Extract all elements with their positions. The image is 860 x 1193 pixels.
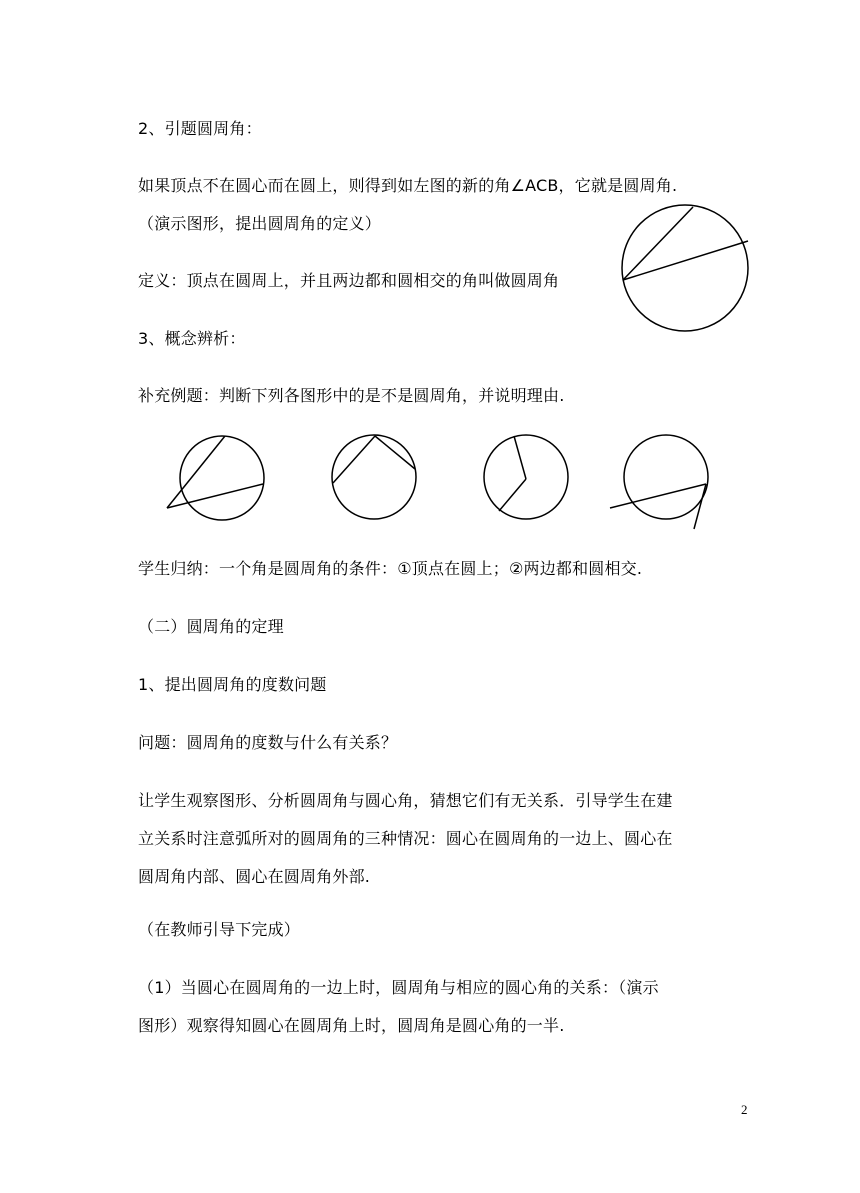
figure-1 xyxy=(167,436,264,520)
paragraph-line-2: 立关系时注意弧所对的圆周角的三种情况：圆心在圆周角的一边上、圆心在 xyxy=(138,829,673,848)
subsection-1-heading: 1、提出圆周角的度数问题 xyxy=(138,675,327,694)
paragraph-line-1: 让学生观察图形、分析圆周角与圆心角，猜想它们有无关系．引导学生在建 xyxy=(138,791,673,810)
paragraph-demo-note: （演示图形，提出圆周角的定义） xyxy=(138,214,382,233)
case-1-line-1: （1）当圆心在圆周角的一边上时，圆周角与相应的圆心角的关系：（演示 xyxy=(138,978,659,997)
section-3-heading: 3、概念辨析： xyxy=(138,329,246,348)
figure-3 xyxy=(484,435,568,519)
paragraph-inscribed-angle-intro: 如果顶点不在圆心而在圆上，则得到如左图的新的角∠ACB，它就是圆周角. xyxy=(138,176,678,195)
part-2-heading: （二）圆周角的定理 xyxy=(138,617,284,636)
supplementary-example: 补充例题：判断下列各图形中的是不是圆周角，并说明理由. xyxy=(138,386,565,405)
case-1-line-2: 图形）观察得知圆心在圆周角上时，圆周角是圆心角的一半. xyxy=(138,1016,565,1035)
paragraph-line-3: 圆周角内部、圆心在圆周角外部. xyxy=(138,867,371,886)
definition-text: 定义：顶点在圆周上，并且两边都和圆相交的角叫做圆周角 xyxy=(138,271,560,290)
student-summary: 学生归纳：一个角是圆周角的条件：①顶点在圆上；②两边都和圆相交. xyxy=(138,559,643,578)
section-2-heading: 2、引题圆周角： xyxy=(138,119,262,138)
teacher-guided-note: （在教师引导下完成） xyxy=(138,920,301,939)
figure-4 xyxy=(610,435,708,529)
figure-2 xyxy=(332,435,416,519)
page-number: 2 xyxy=(741,1102,748,1117)
question-text: 问题：圆周角的度数与什么有关系？ xyxy=(138,733,398,752)
